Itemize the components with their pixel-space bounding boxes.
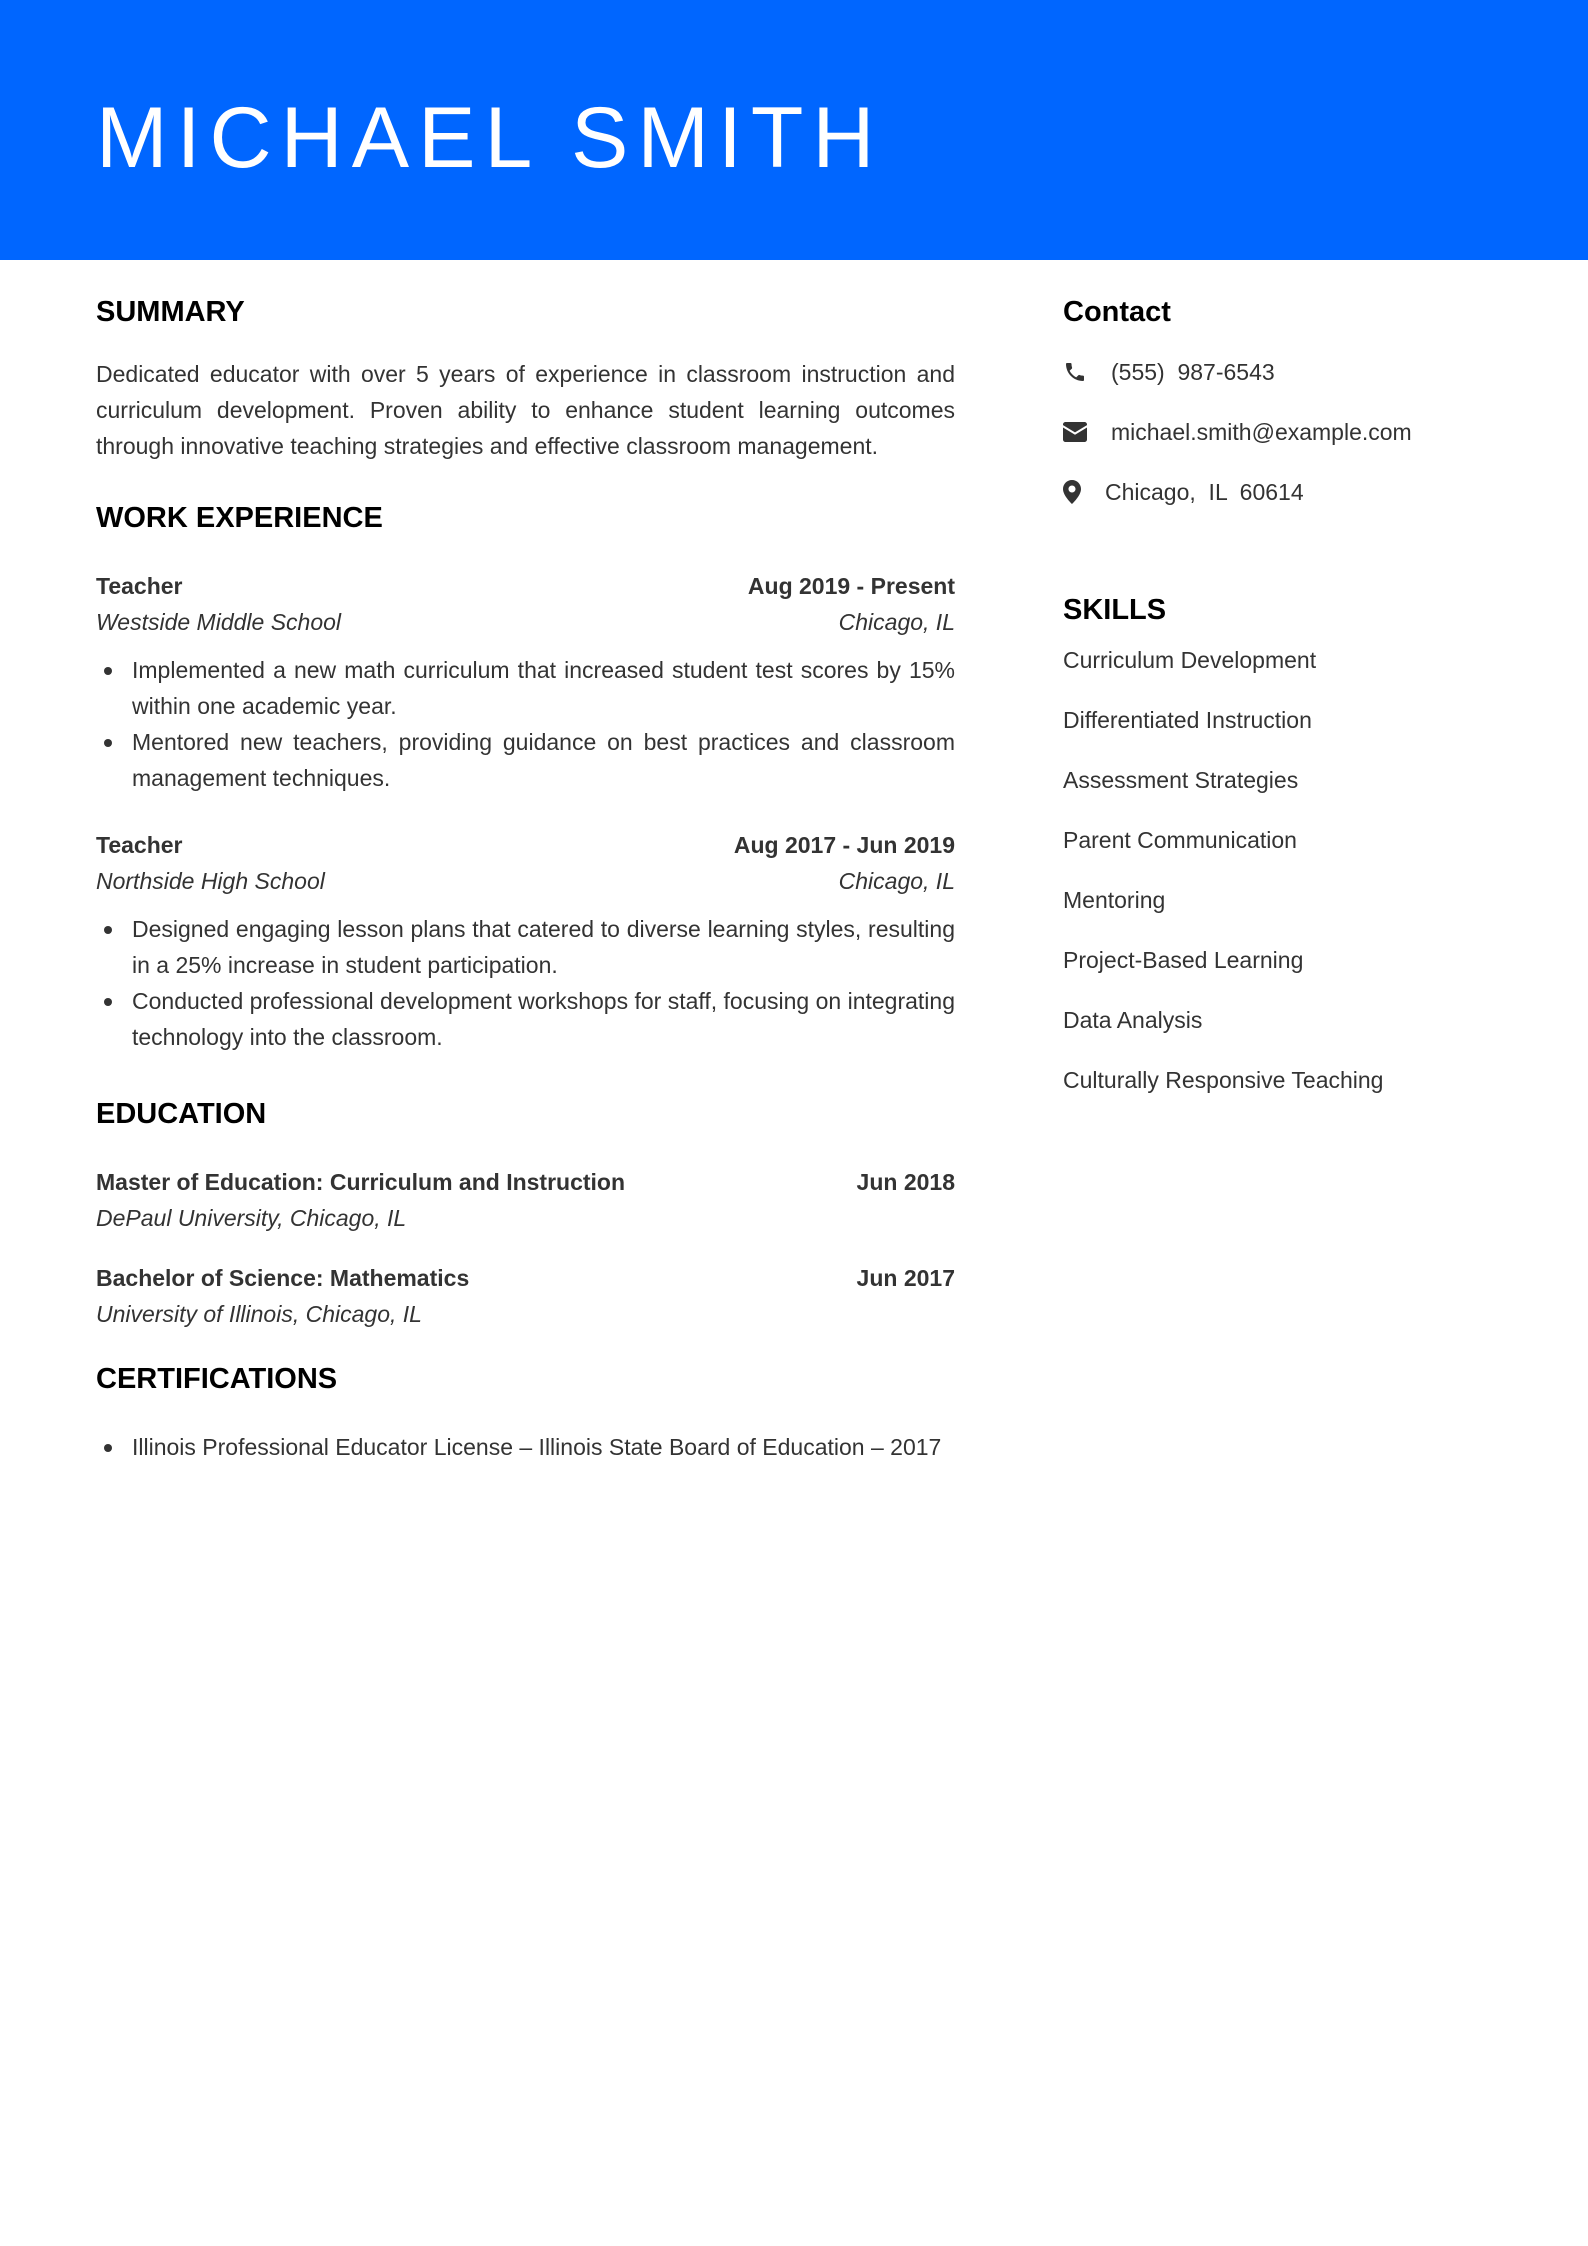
skill-item: Curriculum Development xyxy=(1063,647,1317,673)
certification-text: Illinois Professional Educator License – Illinois State Board of Education – 2017 xyxy=(132,1434,942,1460)
education-section xyxy=(96,1096,955,1332)
skill-item: Data Analysis xyxy=(1063,1007,1203,1033)
list-item xyxy=(96,1429,955,1465)
certification-list xyxy=(96,1429,955,1465)
bullet-text: Conducted professional development workshops for staff, focusing on integrating technology into the classroom. xyxy=(132,988,955,1050)
location-text: Chicago, IL 60614 xyxy=(1105,478,1304,505)
skills-section xyxy=(1063,592,1503,1098)
header-banner xyxy=(0,0,1588,260)
contact-location xyxy=(1063,474,1503,510)
skill-item: Project-Based Learning xyxy=(1063,947,1304,973)
summary-title: SUMMARY xyxy=(96,296,245,328)
skills-title: SKILLS xyxy=(1063,594,1167,626)
skill-item: Assessment Strategies xyxy=(1063,767,1299,793)
job-org: Westside Middle School xyxy=(96,609,342,635)
phone-icon xyxy=(1063,354,1111,390)
email-address[interactable]: michael.smith@example.com xyxy=(1111,418,1412,445)
school-name: University of Illinois, Chicago, IL xyxy=(96,1301,422,1327)
job-bullets xyxy=(96,911,955,1055)
education-entry xyxy=(96,1164,955,1236)
job-location: Chicago, IL xyxy=(838,868,955,894)
job-dates: Aug 2019 - Present xyxy=(747,573,955,599)
phone-number[interactable]: (555) 987-6543 xyxy=(1111,358,1275,385)
list-item xyxy=(96,911,955,983)
education-entry xyxy=(96,1260,955,1332)
skill-item: Parent Communication xyxy=(1063,827,1297,853)
degree-name: Master of Education: Curriculum and Instruction xyxy=(96,1169,626,1195)
bullet-text: Implemented a new math curriculum that increased student test scores by 15% within one academic year. xyxy=(132,657,955,719)
bullet-dot xyxy=(104,1444,112,1452)
job-dates: Aug 2017 - Jun 2019 xyxy=(733,832,955,858)
summary-text: Dedicated educator with over 5 years of experience in classroom instruction and curriculum development. Proven ability to enhance student learning outcomes through innovative teaching strategies and effective classroom management. xyxy=(96,361,955,459)
contact-email xyxy=(1063,414,1503,450)
envelope-icon xyxy=(1063,414,1111,450)
job-entry xyxy=(96,568,955,796)
skill-item: Mentoring xyxy=(1063,887,1166,913)
job-bullets xyxy=(96,652,955,796)
job-role: Teacher xyxy=(96,832,183,858)
certifications-section xyxy=(96,1361,955,1465)
work-title: WORK EXPERIENCE xyxy=(96,502,383,534)
bullet-dot xyxy=(104,739,112,747)
education-title: EDUCATION xyxy=(96,1098,267,1130)
bullet-dot xyxy=(104,667,112,675)
skill-item: Culturally Responsive Teaching xyxy=(1063,1067,1384,1093)
job-role: Teacher xyxy=(96,573,183,599)
job-org: Northside High School xyxy=(96,868,325,894)
skill-item: Differentiated Instruction xyxy=(1063,707,1312,733)
bullet-text: Mentored new teachers, providing guidance on best practices and classroom management techniques. xyxy=(132,729,955,791)
contact-section xyxy=(1063,294,1503,510)
skills-list xyxy=(1063,642,1503,1098)
degree-date: Jun 2017 xyxy=(856,1265,955,1291)
candidate-name: MICHAEL SMITH xyxy=(96,90,884,186)
contact-phone xyxy=(1063,354,1503,390)
degree-date: Jun 2018 xyxy=(856,1169,955,1195)
bullet-dot xyxy=(104,926,112,934)
list-item xyxy=(96,983,955,1055)
bullet-text: Designed engaging lesson plans that catered to diverse learning styles, resulting in a 25% increase in student participation. xyxy=(132,916,955,978)
work-section xyxy=(96,500,955,1055)
bullet-dot xyxy=(104,998,112,1006)
contact-title: Contact xyxy=(1063,296,1171,328)
degree-name: Bachelor of Science: Mathematics xyxy=(96,1265,470,1291)
job-location: Chicago, IL xyxy=(838,609,955,635)
list-item xyxy=(96,724,955,796)
list-item xyxy=(96,652,955,724)
job-entry xyxy=(96,827,955,1055)
certifications-title: CERTIFICATIONS xyxy=(96,1363,338,1395)
summary-section xyxy=(96,294,955,464)
school-name: DePaul University, Chicago, IL xyxy=(96,1205,407,1231)
map-pin-icon xyxy=(1063,474,1105,510)
